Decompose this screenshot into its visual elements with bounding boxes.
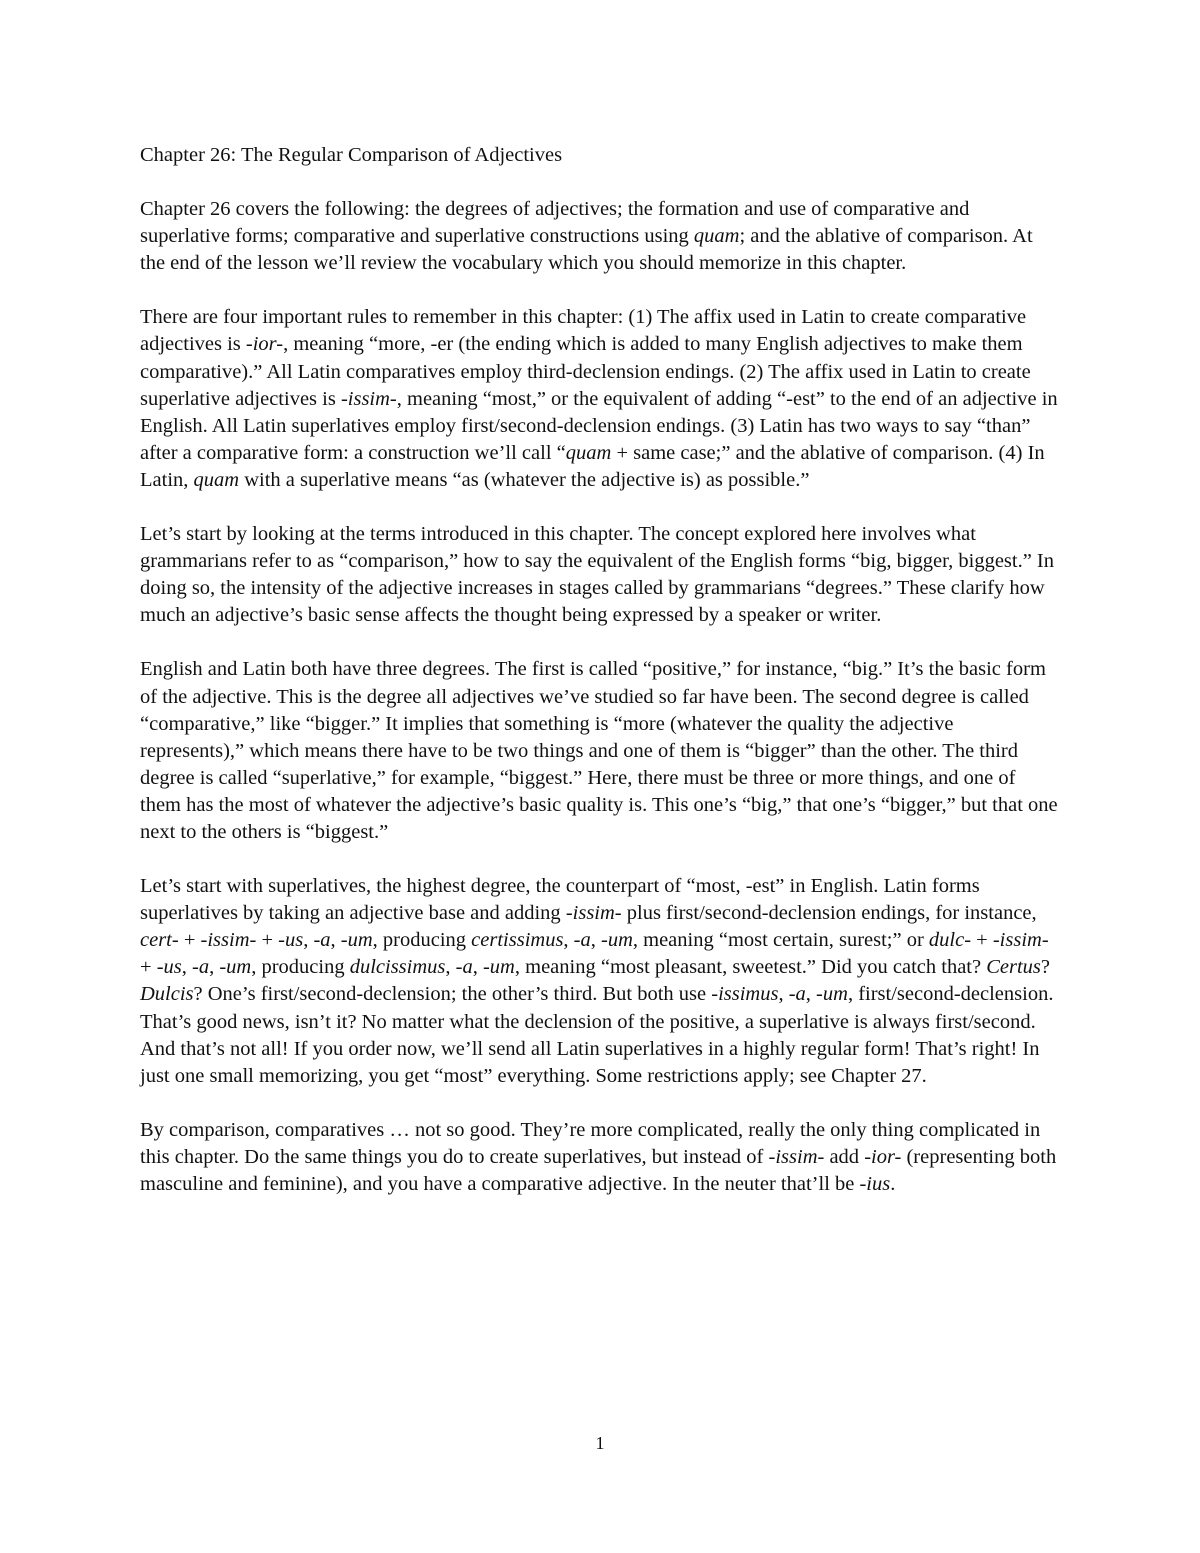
text-run: , meaning “more, -er (the ending which is added to many English adjectives to make them comparative).” All Latin comparatives employ third-declension endings. (2) The affix used in Latin to create superlative adjectives is — [140, 333, 1031, 410]
italic-term: -a — [192, 956, 210, 979]
paragraph — [140, 656, 1060, 846]
text-run: , first/second-declension. That’s good news, isn’t it? No matter what the declension of the positive, a superlative is always first/second. And that’s not all! If you order now, we’ll send all Latin superlatives in a highly regular form! That’s right! In just one small memorizing, you get “most” everything. Some restrictions apply; see Chapter 27. — [140, 983, 1054, 1087]
italic-term: -ior- — [245, 333, 284, 356]
text-run: , — [330, 929, 341, 952]
italic-term: -ior- — [864, 1145, 902, 1168]
italic-term: -us — [278, 929, 304, 952]
page-number: 1 — [595, 1433, 605, 1453]
italic-term: cert- — [140, 929, 179, 952]
italic-term: -a — [313, 929, 331, 952]
text-run: plus first/second-declension endings, for instance, — [621, 902, 1037, 925]
italic-term: -a — [573, 929, 591, 952]
italic-term: dulc- — [928, 929, 972, 952]
text-run: , — [563, 929, 574, 952]
italic-term: -a — [788, 983, 806, 1006]
text-run: ; and the ablative of comparison. At the end of the lesson we’ll review the vocabulary which you should memorize in this chapter. — [140, 225, 1033, 275]
text-run: , — [445, 956, 456, 979]
text-run: . — [890, 1173, 896, 1195]
text-run: , producing — [251, 956, 350, 979]
italic-term: -a — [455, 956, 473, 979]
italic-term: -issim- — [768, 1145, 825, 1168]
text-run: Let’s start by looking at the terms introduced in this chapter. The concept explored here involves what grammarians refer to as “comparison,” how to say the equivalent of the English forms “big, bigger, biggest.” In doing so, the intensity of the adjective increases in stages called by grammarians “degrees.” These clarify how much an adjective’s basic sense affects the thought being expressed by a speaker or writer. — [140, 523, 1055, 627]
text-run: + same case;” and the ablative of comparison. (4) In Latin, — [140, 441, 1045, 491]
italic-term: -um — [482, 956, 515, 979]
text-run: , — [805, 983, 817, 1006]
paragraph — [140, 521, 1060, 629]
italic-term: Certus — [986, 956, 1041, 979]
text-run: , meaning “most pleasant, sweetest.” Did you catch that? — [514, 956, 987, 979]
paragraph — [140, 873, 1060, 1090]
text-run: + — [971, 929, 993, 952]
italic-term: certissimus — [471, 929, 564, 952]
paragraph — [140, 304, 1060, 494]
italic-term: quam — [693, 225, 740, 248]
text-run: + — [256, 929, 279, 952]
document-page — [140, 142, 1060, 1225]
body-text — [140, 196, 1060, 1198]
italic-term: quam — [565, 441, 612, 464]
italic-term: -um — [816, 983, 848, 1006]
text-run: with a superlative means “as (whatever the adjective is) as possible.” — [239, 468, 810, 491]
text-run: , — [590, 929, 601, 952]
text-run: + — [140, 956, 157, 979]
text-run: Let’s start with superlatives, the highest degree, the counterpart of “most, -est” in English. Latin forms superlatives by taking an adjective base and adding — [140, 875, 980, 925]
text-run: , — [303, 929, 314, 952]
chapter-title: Chapter 26: The Regular Comparison of Adjectives — [140, 144, 563, 166]
italic-term: -issim- — [340, 387, 397, 410]
italic-term: -um — [601, 929, 633, 952]
text-run: , producing — [372, 929, 472, 952]
italic-term: -issim- — [200, 929, 257, 952]
text-run: , — [778, 983, 789, 1006]
italic-term: -us — [156, 956, 182, 979]
text-run: ? — [1040, 956, 1051, 979]
italic-term: Dulcis — [140, 983, 194, 1006]
paragraph — [140, 196, 1060, 277]
text-run: There are four important rules to remember in this chapter: (1) The affix used in Latin to create comparative adjectives is — [140, 306, 1027, 356]
text-run: (representing both masculine and feminine), and you have a comparative adjective. In the neuter that’ll be — [140, 1145, 1057, 1195]
text-run: , — [181, 956, 192, 979]
italic-term: -um — [219, 956, 252, 979]
italic-term: quam — [193, 468, 240, 491]
text-run: , — [209, 956, 220, 979]
italic-term: -issim- — [565, 902, 622, 925]
italic-term: -um — [340, 929, 373, 952]
italic-term: dulcissimus — [349, 956, 446, 979]
text-run: Chapter 26 covers the following: the degrees of adjectives; the formation and use of comparative and superlative forms; comparative and superlative constructions using — [140, 198, 970, 248]
paragraph — [140, 1117, 1060, 1198]
text-run: By comparison, comparatives … not so good. They’re more complicated, really the only thing complicated in this chapter. Do the same things you do to create superlatives, but instead of — [140, 1118, 1041, 1168]
italic-term: -ius — [859, 1173, 891, 1195]
text-run: , meaning “most,” or the equivalent of adding “-est” to the end of an adjective in English. All Latin superlatives employ first/second-declension endings. (3) Latin has two ways to say “than” after a comparative form: a construction we’ll call “ — [140, 387, 1058, 464]
text-run: + — [178, 929, 201, 952]
text-run: English and Latin both have three degrees. The first is called “positive,” for instance, “big.” It’s the basic form of the adjective. This is the degree all adjectives we’ve studied so far have been. The second degree is called “comparative,” like “bigger.” It implies that something is “more (whatever the quality the adjective represents),” which means there have to be two things and one of them is “bigger” than the other. The third degree is called “superlative,” for example, “biggest.” Here, there must be three or more things, and one of them has the most of whatever the adjective’s basic quality is. This one’s “big,” that one’s “bigger,” but that one next to the others is “biggest.” — [140, 658, 1058, 843]
text-run: add — [824, 1145, 865, 1168]
text-run: , meaning “most certain, surest;” or — [632, 929, 929, 952]
italic-term: -issimus — [711, 983, 779, 1006]
italic-term: -issim- — [992, 929, 1049, 952]
text-run: ? One’s first/second-declension; the other’s third. But both use — [193, 983, 712, 1006]
text-run: , — [472, 956, 483, 979]
